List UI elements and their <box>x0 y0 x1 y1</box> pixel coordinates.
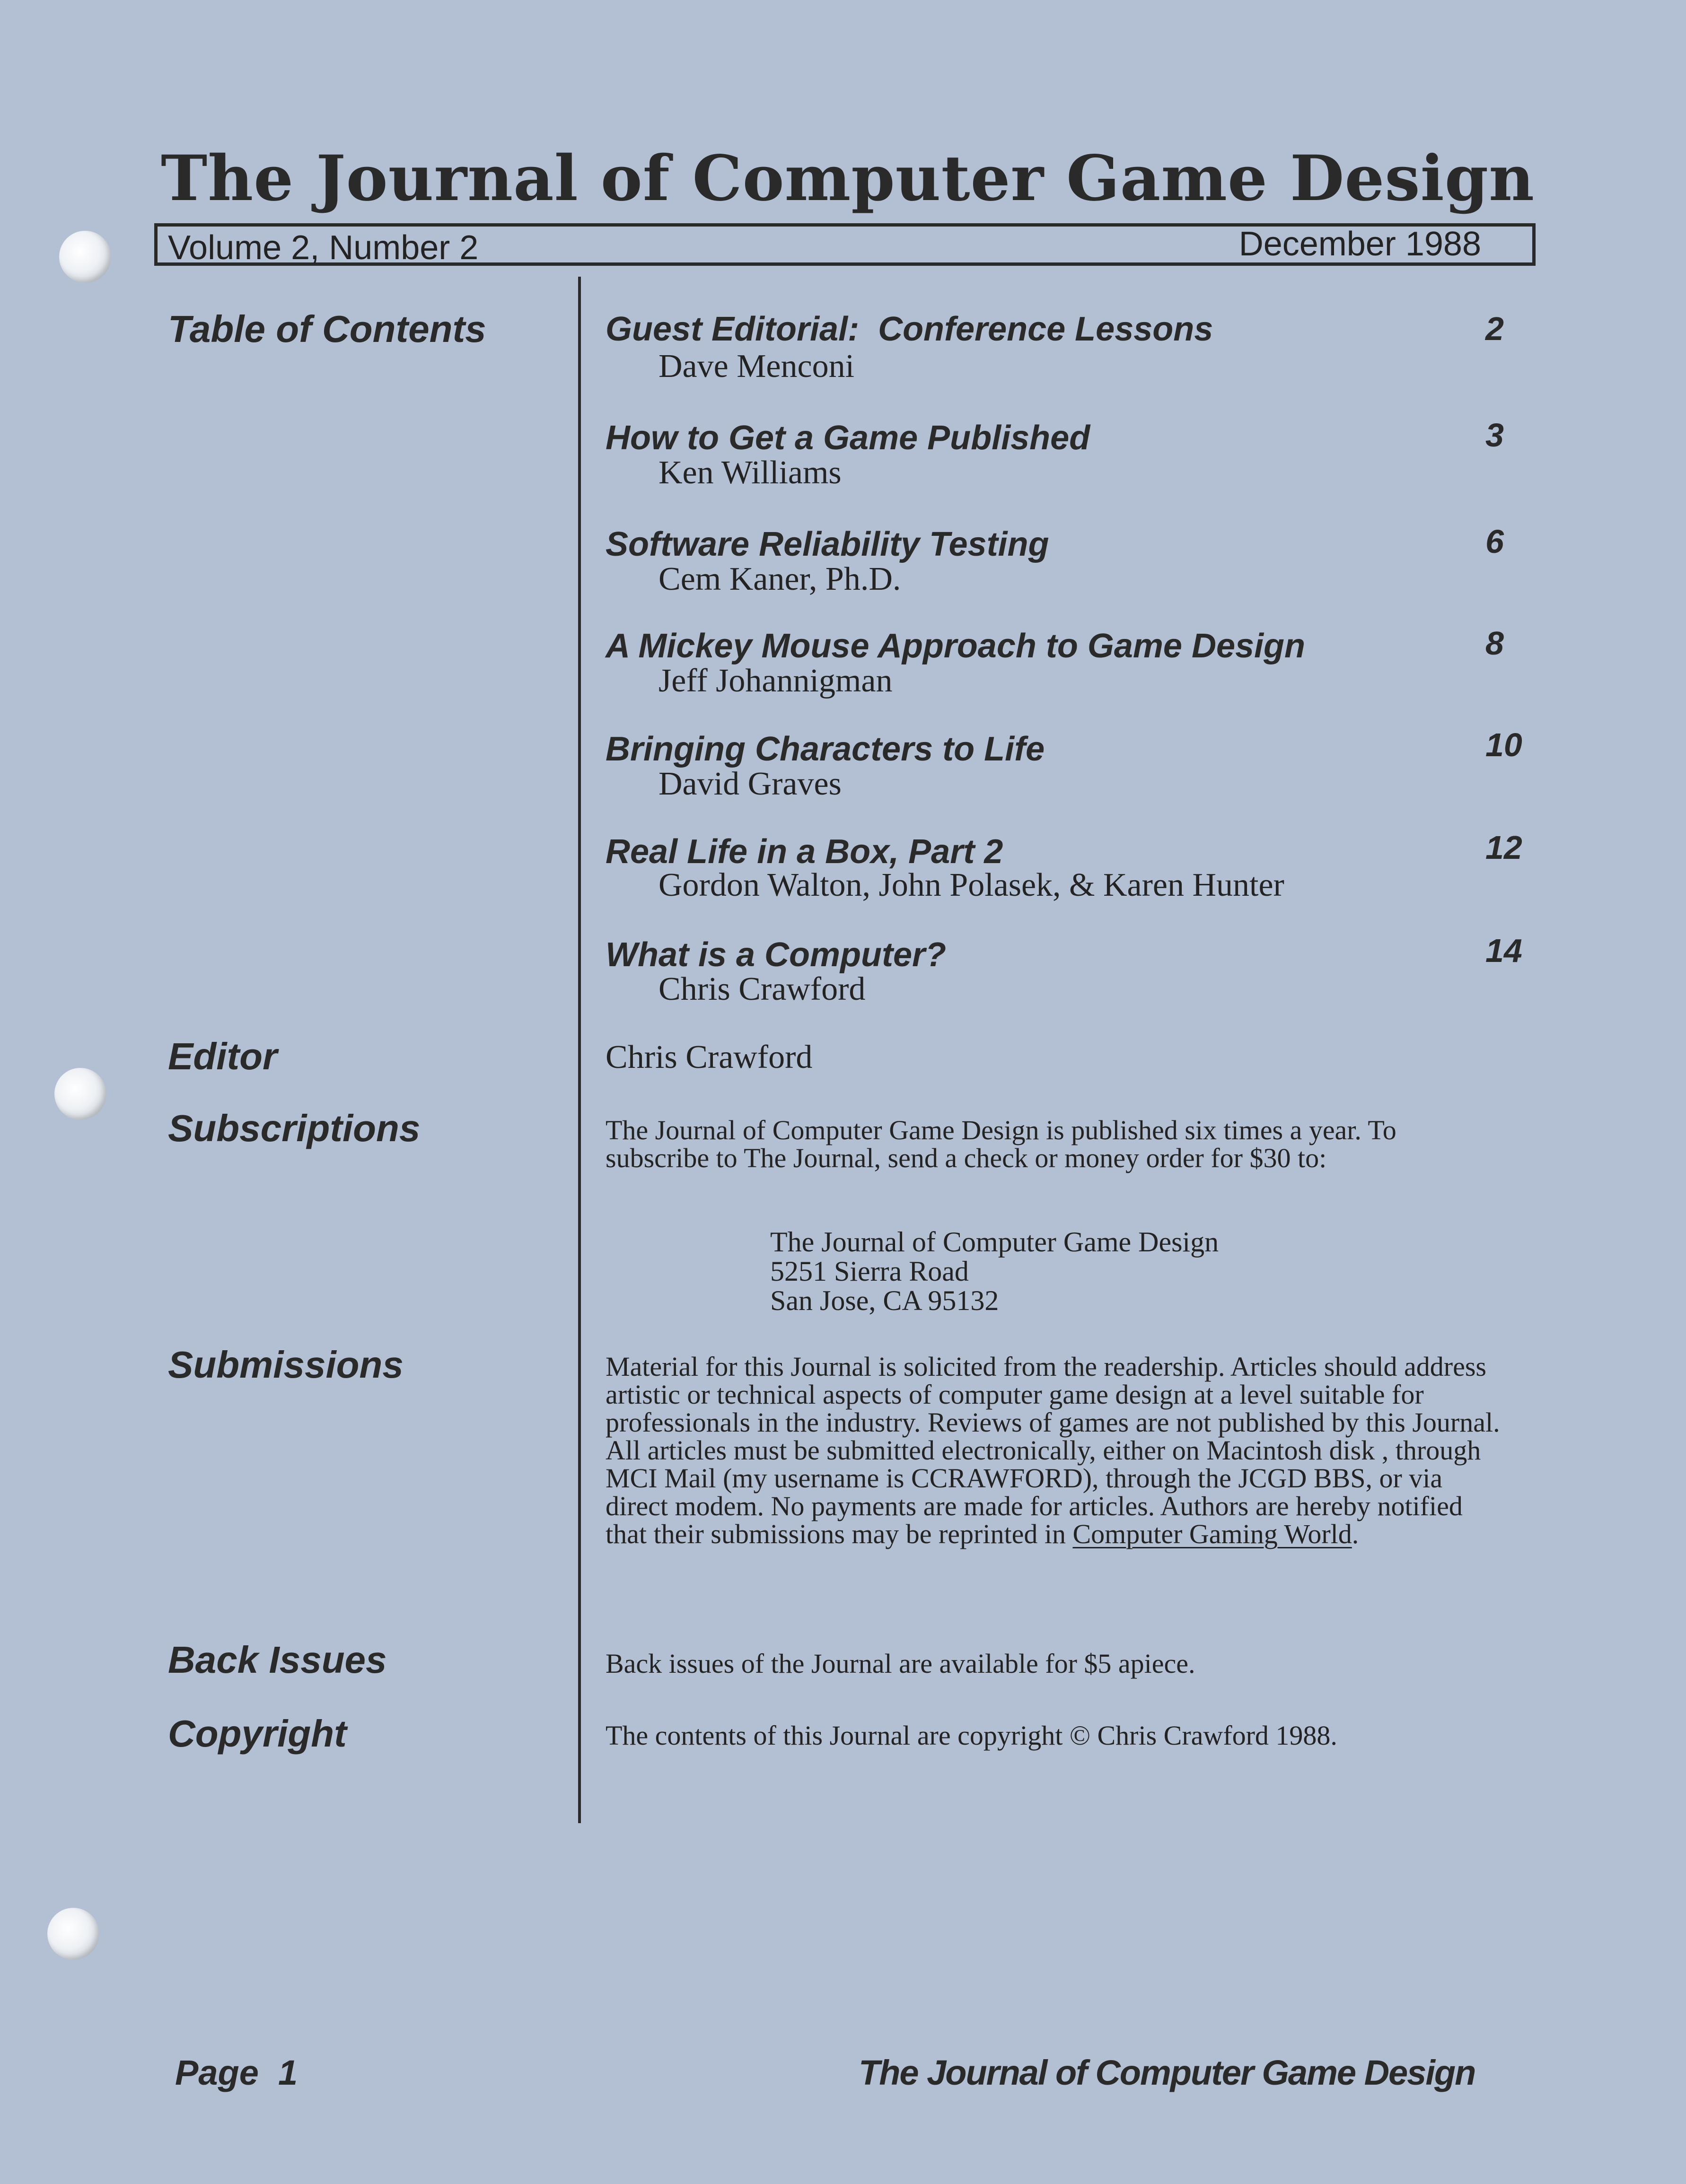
sentence-end: . <box>1352 1519 1359 1549</box>
section-label-back-issues: Back Issues <box>168 1639 387 1681</box>
toc-entry-page: 2 <box>1485 310 1504 347</box>
toc-entry-author: David Graves <box>659 766 842 802</box>
toc-entry-author: Jeff Johannigman <box>659 663 893 699</box>
toc-entry-title: Real Life in a Box, Part 2 <box>606 833 1003 871</box>
toc-entry-title: Software Reliability Testing <box>606 525 1049 563</box>
section-label-subscriptions: Subscriptions <box>168 1107 421 1149</box>
section-label-editor: Editor <box>168 1035 278 1077</box>
toc-entry-page: 8 <box>1485 625 1504 662</box>
volume-number: Volume 2, Number 2 <box>168 229 479 267</box>
issue-date: December 1988 <box>1238 225 1481 263</box>
toc-entry-title: What is a Computer? <box>606 936 947 974</box>
toc-entry-title: A Mickey Mouse Approach to Game Design <box>606 627 1305 665</box>
subscriptions-text: The Journal of Computer Game Design is published six times a year. To subscribe to The Journal, send a check or money order for $30 to: <box>606 1115 1396 1173</box>
toc-entry-page: 12 <box>1485 829 1522 866</box>
toc-entry-title: How to Get a Game Published <box>606 419 1090 457</box>
toc-entry-title: Bringing Characters to Life <box>606 730 1045 768</box>
column-divider <box>578 277 581 1823</box>
section-label-toc: Table of Contents <box>168 308 486 350</box>
toc-entry-page: 10 <box>1485 726 1522 763</box>
publication-name: Computer Gaming World <box>1072 1519 1352 1549</box>
toc-entry-page: 3 <box>1485 417 1504 454</box>
address-line: San Jose, CA 95132 <box>770 1285 999 1316</box>
page-number: Page 1 <box>175 2053 298 2092</box>
binder-hole <box>54 1068 106 1120</box>
toc-entry-page: 6 <box>1485 523 1504 560</box>
toc-entry-title: Guest Editorial: Conference Lessons <box>606 310 1213 348</box>
section-label-copyright: Copyright <box>168 1712 347 1755</box>
binder-hole <box>59 231 111 283</box>
section-label-submissions: Submissions <box>168 1344 404 1386</box>
submissions-body: Material for this Journal is solicited from the readership. Articles should address artistic or technical aspects of computer game design at a level suitable for professionals in the industry. Reviews of games are not published by this Journal. All articles must be submitted electronically, either on Macintosh disk , through MCI Mail (my username is CCRAWFORD), through the JCGD BBS, or via direct modem. No payments are made for articles. Authors are hereby notified that their submissions may be reprinted in <box>606 1351 1500 1549</box>
toc-entry-author: Chris Crawford <box>659 971 866 1007</box>
volume-bar <box>154 223 1536 266</box>
address-line: The Journal of Computer Game Design <box>770 1226 1219 1258</box>
toc-entry-author: Dave Menconi <box>659 348 855 384</box>
toc-entry-author: Ken Williams <box>659 454 842 491</box>
submissions-text <box>606 1353 1504 1548</box>
toc-entry-page: 14 <box>1485 932 1522 969</box>
editor-name: Chris Crawford <box>606 1039 813 1075</box>
footer-journal-title: The Journal of Computer Game Design <box>859 2053 1475 2092</box>
address-line: 5251 Sierra Road <box>770 1256 969 1287</box>
journal-title: The Journal of Computer Game Design <box>161 142 1535 215</box>
toc-entry-author: Cem Kaner, Ph.D. <box>659 561 901 597</box>
back-issues-text: Back issues of the Journal are available for $5 apiece. <box>606 1648 1195 1679</box>
toc-entry-author: Gordon Walton, John Polasek, & Karen Hunter <box>659 867 1284 903</box>
binder-hole <box>47 1908 99 1960</box>
copyright-text: The contents of this Journal are copyright © Chris Crawford 1988. <box>606 1720 1337 1751</box>
